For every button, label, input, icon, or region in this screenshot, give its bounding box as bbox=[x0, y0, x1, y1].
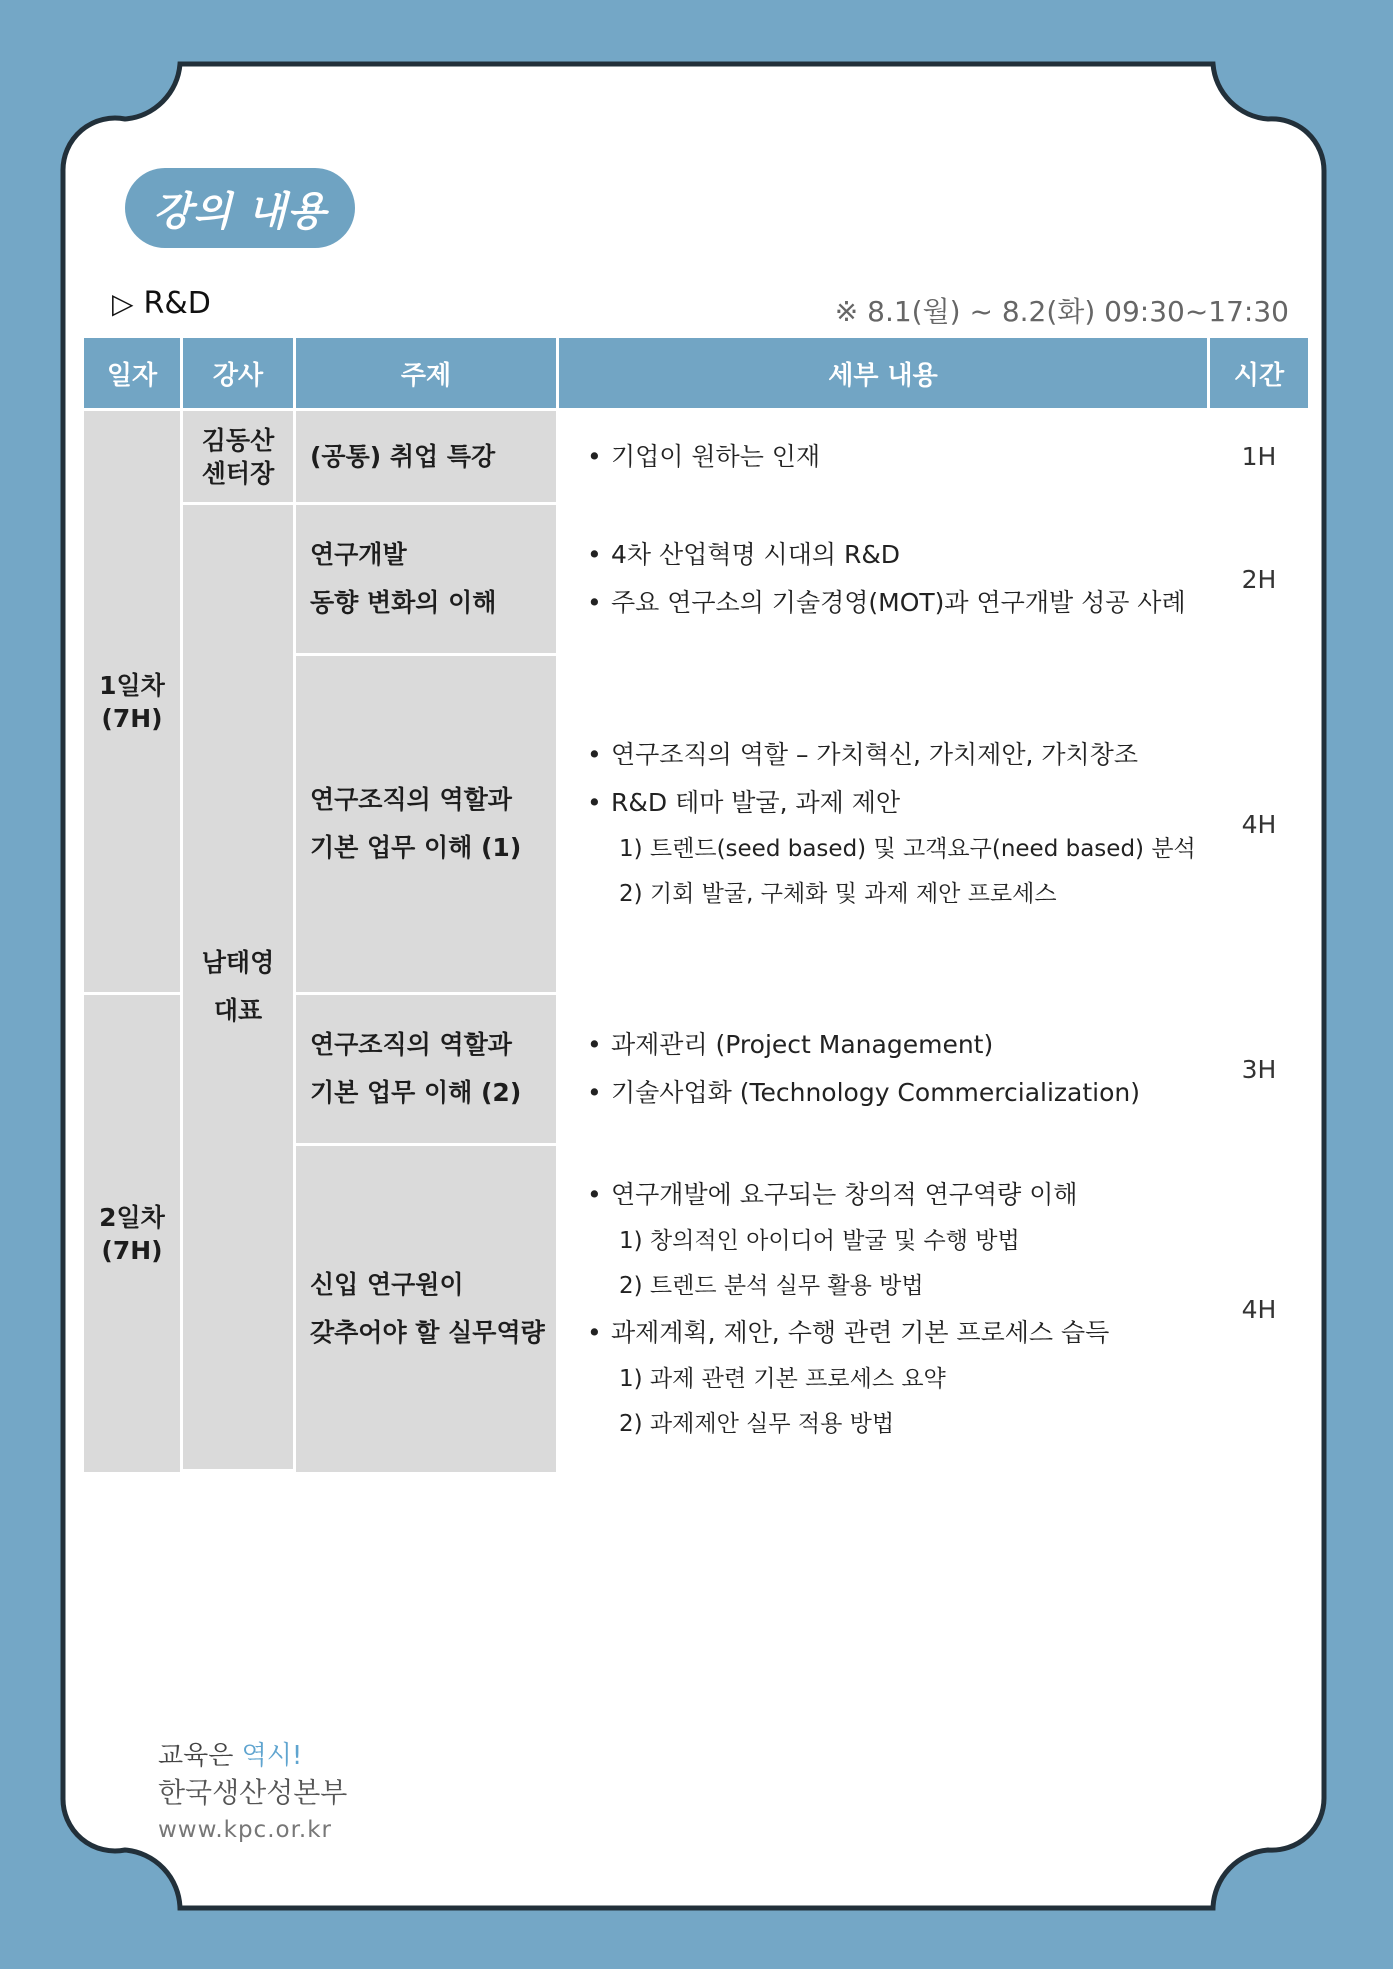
slogan-accent: 역시! bbox=[241, 1741, 303, 1771]
header-topic: 주제 bbox=[296, 338, 559, 411]
detail-bullet: • 기업이 원하는 인재 bbox=[587, 433, 1207, 481]
section-badge: 강의 내용 bbox=[125, 168, 355, 248]
topic-line: 연구조직의 역할과 bbox=[310, 785, 512, 814]
slogan-prefix: 교육은 bbox=[158, 1741, 242, 1771]
category-title: R&D bbox=[143, 286, 211, 321]
day-label: 2일차 bbox=[99, 1202, 165, 1232]
detail-bullet: • 과제관리 (Project Management) bbox=[587, 1021, 1207, 1069]
topic-line: 기본 업무 이해 (2) bbox=[310, 1078, 522, 1107]
topic-line: 갖추어야 할 실무역량 bbox=[310, 1318, 545, 1347]
lecturer-name: 남태영 bbox=[201, 948, 275, 977]
detail-bullet: • 주요 연구소의 기술경영(MOT)과 연구개발 성공 사례 bbox=[587, 579, 1207, 627]
header-lecturer: 강사 bbox=[183, 338, 296, 411]
detail-subitem: 1) 과제 관련 기본 프로세스 요약 bbox=[619, 1366, 946, 1392]
detail-subitem: 2) 기회 발굴, 구체화 및 과제 제안 프로세스 bbox=[619, 881, 1057, 907]
detail-cell bbox=[559, 656, 1210, 995]
schedule-table bbox=[84, 338, 1308, 1472]
topic-line: 연구개발 bbox=[310, 540, 407, 569]
day-hours: (7H) bbox=[101, 1235, 163, 1265]
hours-cell: 1H bbox=[1210, 411, 1308, 505]
detail-bullet: • R&D 테마 발굴, 과제 제안 bbox=[587, 779, 1207, 827]
table-row bbox=[84, 411, 1308, 505]
topic-cell bbox=[296, 1146, 559, 1472]
triangle-icon: ▷ bbox=[112, 287, 134, 320]
topic-line: (공통) 취업 특강 bbox=[310, 441, 496, 471]
lecturer-cell bbox=[183, 505, 296, 1472]
topic-cell bbox=[296, 995, 559, 1146]
detail-bullet: • 4차 산업혁명 시대의 R&D bbox=[587, 531, 1207, 579]
header-hours: 시간 bbox=[1210, 338, 1308, 411]
lecturer-name: 김동산 bbox=[201, 425, 275, 455]
topic-cell bbox=[296, 656, 559, 995]
lecturer-title: 대표 bbox=[213, 996, 263, 1025]
hours-cell: 4H bbox=[1210, 1146, 1308, 1472]
category-heading bbox=[112, 286, 211, 321]
slogan bbox=[158, 1738, 347, 1774]
lecturer-cell bbox=[183, 411, 296, 505]
detail-subitem: 1) 트렌드(seed based) 및 고객요구(need based) 분석 bbox=[619, 836, 1196, 862]
day-cell bbox=[84, 995, 183, 1472]
detail-cell bbox=[559, 411, 1210, 505]
organization-name: 한국생산성본부 bbox=[158, 1776, 348, 1809]
hours-cell: 2H bbox=[1210, 505, 1308, 656]
detail-bullet: • 과제계획, 제안, 수행 관련 기본 프로세스 습득 bbox=[587, 1309, 1207, 1357]
topic-line: 연구조직의 역할과 bbox=[310, 1030, 512, 1059]
table-header-row bbox=[84, 338, 1308, 411]
detail-subitem: 2) 트렌드 분석 실무 활용 방법 bbox=[619, 1273, 924, 1299]
topic-line: 신입 연구원이 bbox=[310, 1270, 464, 1299]
topic-line: 동향 변화의 이해 bbox=[310, 588, 497, 617]
table-row bbox=[84, 505, 1308, 656]
detail-subitem: 1) 창의적인 아이디어 발굴 및 수행 방법 bbox=[619, 1228, 1020, 1254]
topic-cell bbox=[296, 505, 559, 656]
website-url[interactable]: www.kpc.or.kr bbox=[158, 1817, 333, 1843]
day-cell bbox=[84, 411, 183, 995]
detail-subitem: 2) 과제제안 실무 적용 방법 bbox=[619, 1411, 895, 1437]
detail-bullet: • 기술사업화 (Technology Commercialization) bbox=[587, 1069, 1207, 1117]
detail-cell bbox=[559, 505, 1210, 656]
date-note: ※ 8.1(월) ~ 8.2(화) 09:30~17:30 bbox=[834, 295, 1289, 328]
detail-cell bbox=[559, 1146, 1210, 1472]
header-date: 일자 bbox=[84, 338, 183, 411]
day-label: 1일차 bbox=[99, 670, 165, 700]
topic-line: 기본 업무 이해 (1) bbox=[310, 833, 522, 862]
hours-cell: 4H bbox=[1210, 656, 1308, 995]
detail-bullet: • 연구개발에 요구되는 창의적 연구역량 이해 bbox=[587, 1171, 1207, 1219]
footer-branding bbox=[158, 1738, 347, 1848]
detail-cell bbox=[559, 995, 1210, 1146]
day-hours: (7H) bbox=[101, 703, 163, 733]
lecturer-title: 센터장 bbox=[201, 458, 275, 488]
topic-cell bbox=[296, 411, 559, 505]
header-details: 세부 내용 bbox=[559, 338, 1210, 411]
detail-bullet: • 연구조직의 역할 – 가치혁신, 가치제안, 가치창조 bbox=[587, 731, 1207, 779]
hours-cell: 3H bbox=[1210, 995, 1308, 1146]
